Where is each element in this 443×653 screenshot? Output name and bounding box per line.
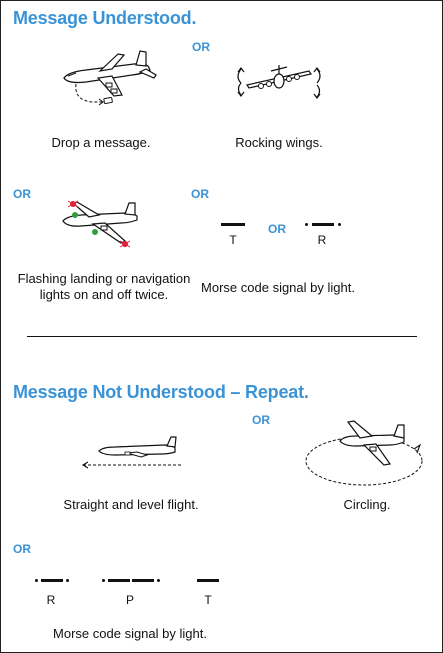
morse-dot <box>66 579 69 582</box>
morse-dot <box>157 579 160 582</box>
morse-dash <box>41 579 63 582</box>
morse-dash <box>132 579 154 582</box>
morse-dot <box>35 579 38 582</box>
or-label: OR <box>268 222 286 236</box>
morse-dash <box>221 223 245 226</box>
morse-caption: Morse code signal by light. <box>53 626 207 641</box>
flashing-lights-caption-line1: Flashing landing or navigation <box>17 271 191 286</box>
morse-letter: R <box>317 233 327 247</box>
morse-dot <box>338 223 341 226</box>
straight-level-plane-illustration <box>81 437 191 472</box>
drop-message-plane-illustration <box>56 48 166 113</box>
morse-letter: R <box>46 593 56 607</box>
morse-dot <box>305 223 308 226</box>
circling-plane-illustration <box>304 419 434 489</box>
flashing-lights-plane-illustration <box>59 199 149 254</box>
or-label: OR <box>13 542 31 556</box>
morse-dash <box>108 579 130 582</box>
morse-dot <box>102 579 105 582</box>
section1-heading: Message Understood. <box>13 8 197 28</box>
morse-letter: P <box>125 593 134 607</box>
or-label: OR <box>13 187 31 201</box>
or-label: OR <box>191 187 209 201</box>
morse-caption: Morse code signal by light. <box>201 280 355 295</box>
section-divider <box>27 336 417 337</box>
drop-message-caption: Drop a message. <box>51 135 151 150</box>
morse-dash <box>312 223 334 226</box>
or-label: OR <box>192 40 210 54</box>
straight-level-caption: Straight and level flight. <box>63 497 199 512</box>
circling-caption: Circling. <box>343 497 391 512</box>
morse-letter: T <box>229 233 237 247</box>
flashing-lights-caption-line2: lights on and off twice. <box>39 287 169 302</box>
morse-letter: T <box>204 593 212 607</box>
rocking-wings-plane-illustration <box>231 61 326 101</box>
morse-dash <box>197 579 219 582</box>
rocking-wings-caption: Rocking wings. <box>235 135 323 150</box>
or-label: OR <box>252 413 270 427</box>
section2-heading: Message Not Understood – Repeat. <box>13 382 309 402</box>
